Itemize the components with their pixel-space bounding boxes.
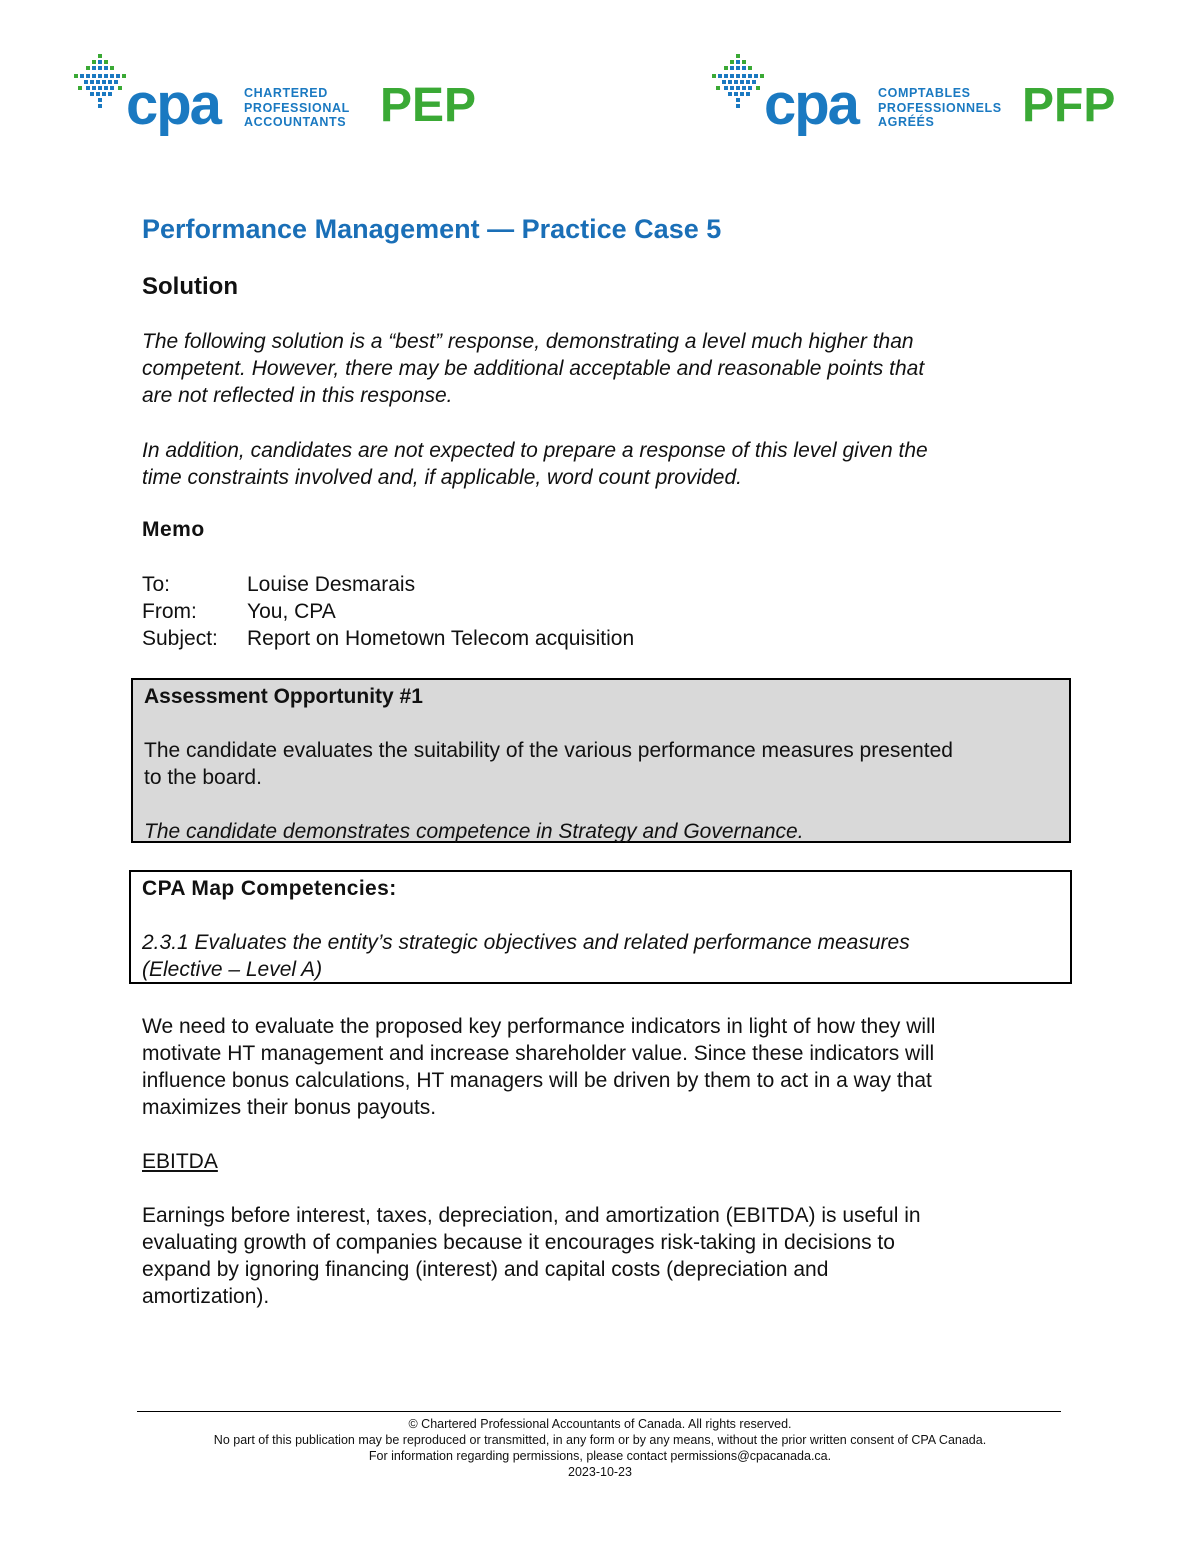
footer-notice: No part of this publication may be reproduced or transmitted, in any form or by any means, without the prior written consent of CPA Canada.	[213, 1433, 987, 1447]
body-paragraph-2	[142, 1202, 1042, 1310]
cpa-logo-french	[710, 52, 1130, 142]
text-line: Earnings before interest, taxes, depreciation, and amortization (EBITDA) is useful in	[142, 1204, 921, 1227]
text-line: The following solution is a “best” response, demonstrating a level much higher than	[142, 330, 914, 353]
footer-copyright: © Chartered Professional Accountants of Canada. All rights reserved.	[408, 1417, 792, 1431]
cpa-tagline	[244, 86, 350, 130]
document-title: Performance Management — Practice Case 5	[142, 214, 722, 244]
text-line: evaluating growth of companies because it encourages risk-taking in decisions to	[142, 1231, 895, 1254]
text-line: motivate HT management and increase shareholder value. Since these indicators will	[142, 1042, 935, 1065]
program-label-pfp: PFP	[1022, 79, 1116, 132]
memo-subject-label: Subject:	[142, 627, 218, 650]
tagline-line: PROFESSIONNELS	[878, 100, 1002, 115]
tagline-line: ACCOUNTANTS	[244, 115, 347, 129]
assessment-text-line: to the board.	[144, 766, 262, 789]
tagline-line: PROFESSIONAL	[244, 100, 350, 115]
tagline-line: COMPTABLES	[878, 86, 971, 100]
ebitda-subheading: EBITDA	[142, 1150, 218, 1173]
program-label-pep: PEP	[380, 79, 477, 132]
memo-heading: Memo	[142, 518, 205, 541]
tagline-line: AGRÉÉS	[878, 115, 935, 129]
footer-permissions: For information regarding permissions, please contact permissions@cpacanada.ca.	[368, 1449, 832, 1463]
text-line: amortization).	[142, 1285, 270, 1308]
body-paragraph-1	[142, 1013, 1042, 1121]
footer-divider	[137, 1411, 1061, 1412]
competency-line: (Elective – Level A)	[142, 958, 323, 981]
cpa-wordmark: cpa	[126, 72, 220, 137]
tagline-line: CHARTERED	[244, 86, 328, 100]
section-heading: Solution	[142, 273, 238, 300]
competency-line: 2.3.1 Evaluates the entity’s strategic objectives and related performance measures	[142, 931, 910, 954]
memo-to-row	[142, 571, 415, 598]
assessment-competence: The candidate demonstrates competence in Strategy and Governance.	[144, 820, 804, 843]
assessment-heading: Assessment Opportunity #1	[144, 685, 423, 708]
text-line: influence bonus calculations, HT managers will be driven by them to act in a way that	[142, 1069, 932, 1092]
memo-to-label: To:	[142, 573, 171, 596]
text-line: time constraints involved and, if applicable, word count provided.	[142, 466, 742, 489]
memo-subject-row	[142, 625, 634, 652]
assessment-text-line: The candidate evaluates the suitability of the various performance measures presented	[144, 739, 953, 762]
page-footer	[100, 1416, 1100, 1480]
text-line: are not reflected in this response.	[142, 384, 453, 407]
memo-from-value: You, CPA	[247, 600, 336, 623]
competencies-heading: CPA Map Competencies:	[142, 877, 397, 900]
assessment-opportunity-box	[131, 678, 1071, 843]
text-line: We need to evaluate the proposed key performance indicators in light of how they will	[142, 1015, 936, 1038]
cpa-tagline	[878, 86, 1002, 130]
memo-subject-value: Report on Hometown Telecom acquisition	[247, 627, 635, 650]
intro-paragraph-2	[142, 437, 1042, 491]
text-line: In addition, candidates are not expected to prepare a response of this level given the	[142, 439, 928, 462]
text-line: maximizes their bonus payouts.	[142, 1096, 437, 1119]
text-line: competent. However, there may be additional acceptable and reasonable points that	[142, 357, 925, 380]
text-line: expand by ignoring financing (interest) and capital costs (depreciation and	[142, 1258, 829, 1281]
memo-from-label: From:	[142, 600, 197, 623]
intro-paragraph-1	[142, 328, 1042, 409]
cpa-logo-english	[72, 52, 502, 142]
memo-to-value: Louise Desmarais	[247, 573, 416, 596]
maple-leaf-icon	[710, 52, 766, 118]
maple-leaf-icon	[72, 52, 128, 118]
footer-date: 2023-10-23	[568, 1465, 632, 1479]
memo-from-row	[142, 598, 336, 625]
cpa-map-competencies-box	[129, 870, 1072, 984]
cpa-wordmark: cpa	[764, 72, 858, 137]
